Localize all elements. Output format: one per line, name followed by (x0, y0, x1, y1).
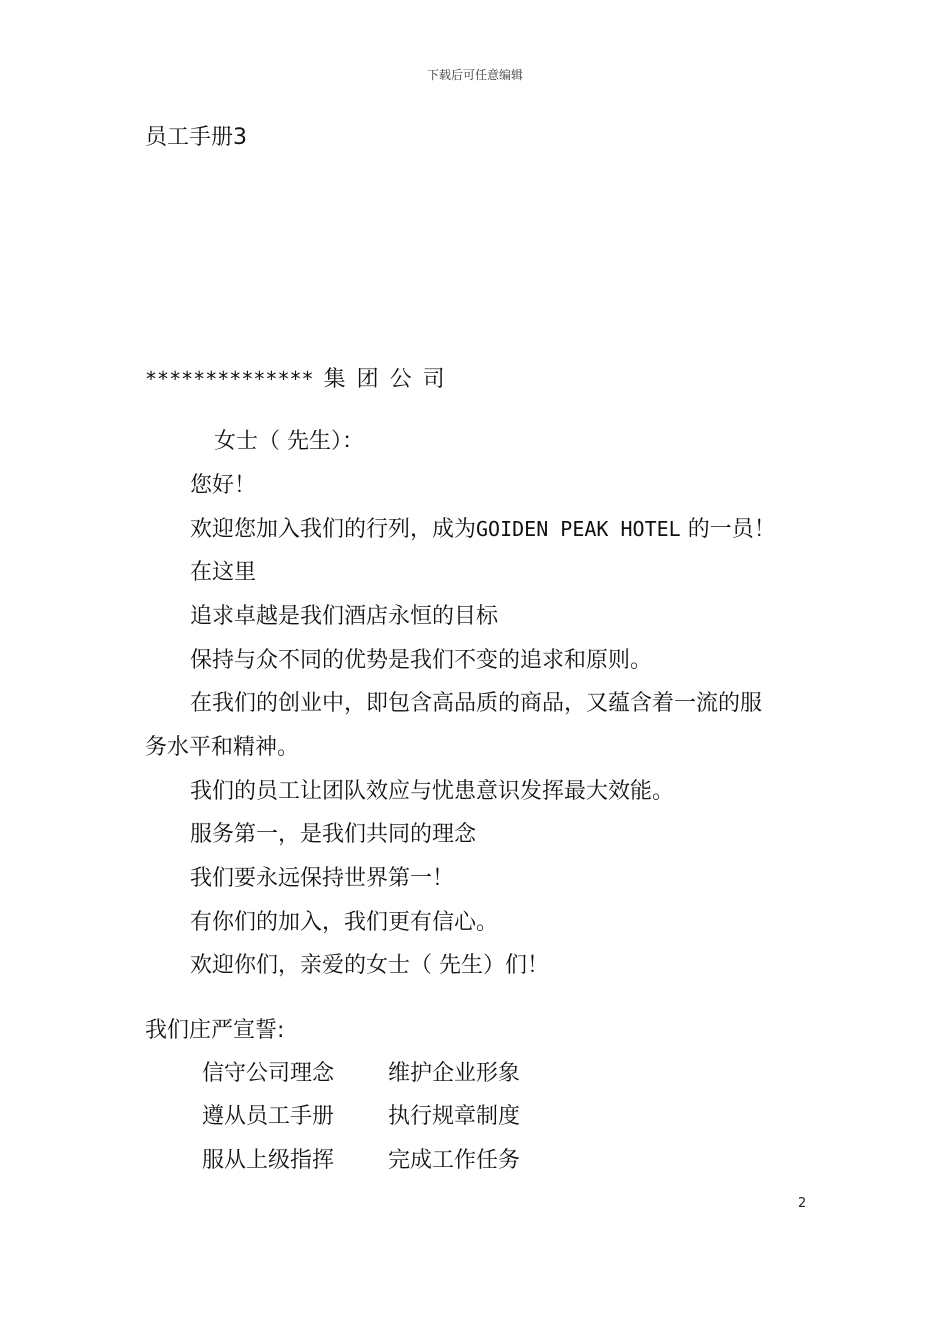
service-line: 服务第一，是我们共同的理念 (190, 822, 477, 847)
keep-line: 保持与众不同的优势是我们不变的追求和原则。 (190, 648, 653, 673)
pledge-item: 遵从员工手册 (202, 1104, 335, 1129)
pledge-item: 信守公司理念 (202, 1061, 335, 1086)
here-line: 在这里 (190, 560, 257, 585)
business-line-1: 在我们的创业中，即包含高品质的商品，又蕴含着一流的服 (190, 691, 763, 716)
business-line-2: 务水平和精神。 (145, 735, 300, 760)
pledge-item: 服从上级指挥 (202, 1148, 335, 1173)
world-line: 我们要永远保持世界第一！ (190, 866, 455, 891)
welcome-you-line: 欢迎你们，亲爱的女士（ 先生）们！ (190, 953, 549, 978)
welcome-suffix: 的一员！ (680, 517, 776, 542)
welcome-line (190, 512, 776, 543)
header-note: 下载后可任意编辑 (426, 68, 523, 82)
pledge-row (202, 1099, 520, 1130)
pledge-row (202, 1143, 520, 1174)
hotel-name: GOIDEN PEAK HOTEL (476, 517, 681, 541)
staff-line: 我们的员工让团队效应与忧患意识发挥最大效能。 (190, 779, 675, 804)
pledge-item: 完成工作任务 (388, 1148, 521, 1173)
salutation: 女士（ 先生）： (214, 429, 364, 454)
pledge-item: 维护企业形象 (388, 1061, 521, 1086)
welcome-prefix: 欢迎您加入我们的行列，成为 (190, 517, 477, 542)
pursue-line: 追求卓越是我们酒店永恒的目标 (190, 604, 499, 629)
greeting: 您好！ (190, 473, 257, 498)
confidence-line: 有你们的加入，我们更有信心。 (190, 910, 499, 935)
pledge-heading: 我们庄严宣誓: (145, 1018, 285, 1043)
company-stars: ************** (145, 367, 314, 391)
page-number: 2 (798, 1196, 807, 1211)
document-title: 员工手册3 (145, 125, 247, 150)
pledge-row (202, 1056, 520, 1087)
pledge-item: 执行规章制度 (388, 1104, 521, 1129)
company-line (145, 362, 456, 393)
company-name: 集团公司 (323, 367, 456, 392)
